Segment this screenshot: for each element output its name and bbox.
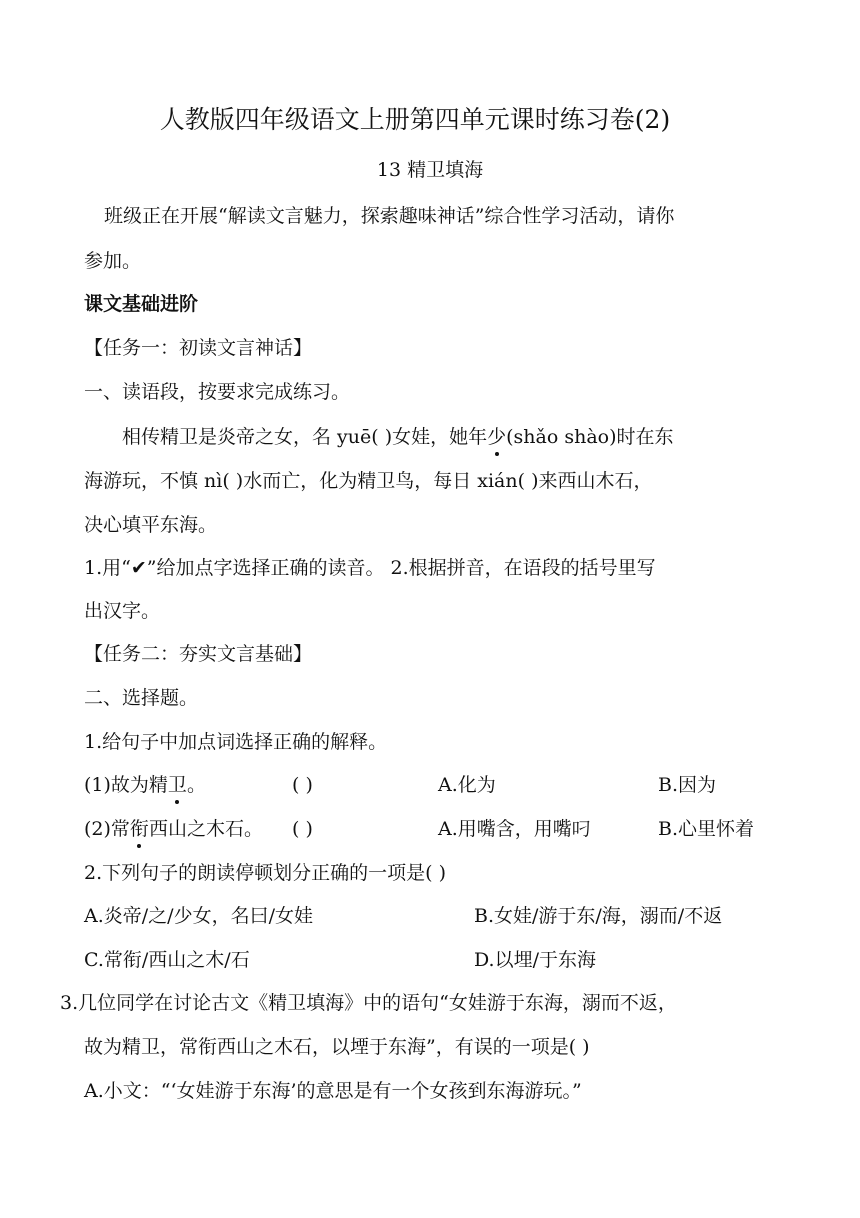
- question-one-line-2: 出汉字。: [84, 600, 161, 622]
- section-heading: 课文基础进阶: [84, 293, 199, 315]
- answer-blank[interactable]: ( ): [292, 774, 313, 796]
- question-2-3-option-a: A.小文：“‘女娃游于东海’的意思是有一个女孩到东海游玩。”: [84, 1080, 582, 1102]
- question-2-2: 2.下列句子的朗读停顿划分正确的一项是( ): [84, 862, 446, 884]
- item-sentence: (2)常衔西山之木石。: [84, 818, 263, 840]
- question-2-1-item-1: [84, 772, 784, 798]
- passage-line-1: [122, 424, 674, 450]
- answer-blank[interactable]: ( ): [292, 818, 313, 840]
- task-two-heading: 【任务二：夯实文言基础】: [84, 643, 313, 665]
- option-b: B.女娃/游于东/海，溺而/不返: [474, 905, 723, 927]
- option-a: A.化为: [438, 774, 496, 796]
- passage-line-2: 海游玩，不慎 nì( )水而亡，化为精卫鸟，每日 xián( )来西山木石，: [84, 470, 653, 492]
- intro-text-line-1: 班级正在开展“解读文言魅力，探索趣味神话”综合性学习活动，请你: [104, 205, 675, 227]
- lesson-subtitle: 13 精卫填海: [376, 159, 484, 181]
- question-2-3-line-1: 3.几位同学在讨论古文《精卫填海》中的语句“女娃游于东海，溺而不返，: [60, 992, 677, 1014]
- option-d: D.以埋/于东海: [474, 949, 596, 971]
- passage-line-3: 决心填平东海。: [84, 514, 218, 536]
- item-sentence: (1)故为精卫。: [84, 774, 206, 796]
- question-2-3-line-2: 故为精卫，常衔西山之木石，以堙于东海”，有误的一项是( ): [84, 1036, 590, 1058]
- question-one-line-1: 1.用“✔”给加点字选择正确的读音。 2.根据拼音，在语段的括号里写: [84, 557, 656, 579]
- page-title: 人教版四年级语文上册第四单元课时练习卷(2): [159, 105, 671, 134]
- passage-text: 相传精卫是炎帝之女，名 yuē( )女娃，她年: [122, 426, 488, 448]
- question-2-2-options-row-2: [84, 947, 784, 973]
- option-b: B.因为: [658, 774, 717, 796]
- pinyin-options: (shǎo shào)时在东: [506, 426, 674, 448]
- question-2-1: 1.给句子中加点词选择正确的解释。: [84, 731, 388, 753]
- part-one-heading: 一、读语段，按要求完成练习。: [84, 381, 351, 403]
- intro-text-line-2: 参加。: [84, 250, 142, 272]
- question-2-2-options-row-1: [84, 903, 784, 929]
- dotted-character: 少: [487, 426, 507, 448]
- option-b: B.心里怀着: [658, 818, 755, 840]
- option-c: C.常衔/西山之木/石: [84, 949, 250, 971]
- part-two-heading: 二、选择题。: [84, 687, 199, 709]
- task-one-heading: 【任务一：初读文言神话】: [84, 337, 313, 359]
- dotted-character: 卫: [167, 774, 187, 796]
- dotted-character: 衔: [129, 818, 149, 840]
- option-a: A.用嘴含，用嘴叼: [438, 818, 591, 840]
- option-a: A.炎帝/之/少女，名曰/女娃: [84, 905, 313, 927]
- question-2-1-item-2: [84, 816, 784, 842]
